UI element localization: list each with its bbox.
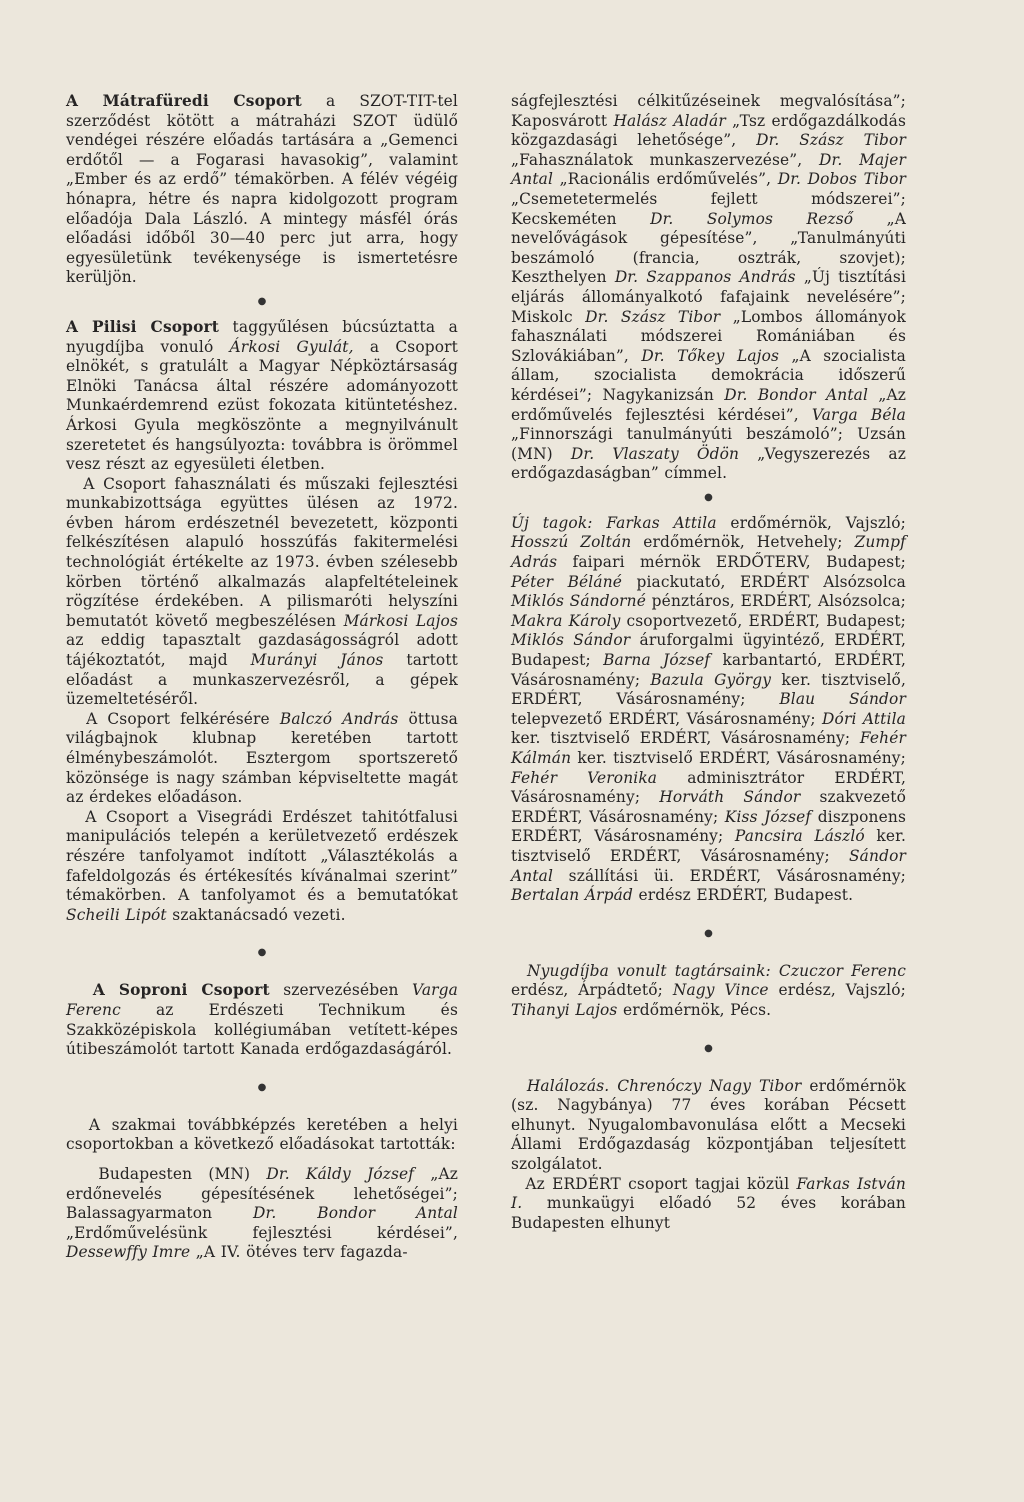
paragraph-uj-tagok: Új tagok: Farkas Attila erdőmérnök, Vajszló; Hosszú Zoltán erdőmérnök, Hetvehely; Zumpf Adrás faipari mérnök ERDŐTERV, Budapest; Péter Béláné piackutató, ERDÉRT Alsózsolca Miklós Sándorné pénztáros, ERDÉRT, Alsózsolca; Makra Károly csoportvezető, ERDÉRT, Budapest; Miklós Sándor áruforgalmi ügyintéző, ERDÉRT, Budapest; Barna József karbantartó, ERDÉRT, Vásárosnamény; Bazula György ker. tisztviselő, ERDÉRT, Vásárosnamény; Blau Sándor telepvezető ERDÉRT, Vásárosnamény; Dóri Attila ker. tisztviselő ERDÉRT, Vásárosnamény; Fehér Kálmán ker. tisztviselő ERDÉRT, Vásárosnamény; Fehér Veronika adminisztrátor ERDÉRT, Vásárosnamény; Horváth Sándor szakvezető ERDÉRT, Vásárosnamény; Kiss József diszponens ERDÉRT, Vásárosnamény; Pancsira László ker. tisztviselő ERDÉRT, Vásárosnamény; Sándor Antal szállítási üi. ERDÉRT, Vásárosnamény; Bertalan Árpád erdész ERDÉRT, Budapest. — [511, 513, 907, 905]
paragraph-eloadasok-cont: ságfejlesztési célkitűzéseinek megvalósítása”; Kaposvárott Halász Aladár „Tsz erdőgazdálkodás közgazdasági lehetősége”, Dr. Szász Tibor „Fahasználatok munkaszervezése”, Dr. Majer Antal „Racionális erdőművelés”, Dr. Dobos Tibor „Csemetetermelés fejlett módszerei”; Kecskeméten Dr. Solymos Rezső „A nevelővágások gépesítése”, „Tanulmányúti beszámoló (francia, osztrák, szovjet); Keszthelyen Dr. Szappanos András „Új tisztítási eljárás állományalkotó fafajaink nevelésére”; Miskolc Dr. Szász Tibor „Lombos állományok fahasználati módszerei Romániában és Szlovákiában”, Dr. Tőkey Lajos „A szocialista állam, szocialista demokrácia időszerű kérdései”; Nagykanizsán Dr. Bondor Antal „Az erdőművelés fejlesztési kérdései”, Varga Béla „Finnországi tanulmányúti beszámoló”; Uzsán (MN) Dr. Vlaszaty Ödön „Vegyszerezés az erdőgazdaságban” címmel. — [511, 92, 907, 483]
section-lead: Halálozás. Chrenóczy Nagy Tibor — [526, 1076, 802, 1095]
person-name: Fehér Kálmán — [511, 729, 906, 767]
paragraph-pilisi: A Pilisi Csoport taggyűlésen búcsúztatta a nyugdíjba vonuló Árkosi Gyulát, a Csoport elnökét, s gratulált a Magyar Népköztársaság Elnöki Tanácsa által részére adományozott Munkaérdemrend ezüst fokozata kitüntetéshez. Árkosi Gyula megköszönte a megnyilvánult szeretetet és hangsúlyozta: továbbra is örömmel vesz részt az egyesületi életben. — [66, 317, 459, 474]
person-name: Dr. Majer Antal — [511, 150, 906, 189]
paragraph-balczo: A Csoport felkérésére Balczó András öttusa világbajnok klubnap keretében tartott élménybeszámolót. Esztergom sportszerető közönsége is nagy számban képviseltette magát az érdekes előadáson. — [66, 709, 458, 807]
person-name: Czuczor Ferenc — [778, 961, 906, 980]
person-name: Kiss József — [724, 807, 812, 826]
paragraph-matrafuredi: A Mátrafüredi Csoport a SZOT-TIT-tel szerződést kötött a mátraházi SZOT üdülő vendégei részére előadás tartására a „Gemenci erdőtől — a Fogarasi havasokig”, valamint „Ember és az erdő” témakörben. A félév végéig hónapra, hétre és napra kidolgozott program előadója Dala László. A mintegy másfél órás előadási időből 30—40 perc jut arra, hogy egyesületünk tevékenysége is ismertetésre kerüljön. — [66, 92, 458, 287]
person-name: Dr. Szappanos András — [614, 268, 796, 287]
section-lead: Új tagok: — [511, 513, 593, 532]
person-name: Dr. Tőkey Lajos — [641, 346, 780, 365]
person-name: Péter Béláné — [511, 572, 623, 591]
group-name: A Soproni Csoport — [92, 981, 270, 1000]
person-name: Dr. Vlaszaty Ödön — [570, 444, 740, 463]
person-name: Árkosi Gyulát, — [229, 337, 354, 356]
person-name: Varga Ferenc — [66, 981, 458, 1019]
person-name: Dr. Bondor Antal — [253, 1204, 459, 1223]
person-name: Halász Aladár — [613, 111, 726, 130]
paragraph-nyugdij: Nyugdíjba vonult tagtársaink: Czuczor Ferenc erdész, Árpádtető; Nagy Vince erdész, Vajszló; Tihanyi Lajos erdőmérnök, Pécs. — [511, 961, 906, 1019]
person-name: Farkas Attila — [606, 513, 717, 532]
person-name: Dr. Dobos Tibor — [777, 170, 906, 189]
separator-bullet: ● — [704, 1042, 713, 1054]
separator-bullet: ● — [257, 295, 267, 307]
person-name: Varga Béla — [811, 405, 907, 424]
paragraph-eloadasok: Budapesten (MN) Dr. Káldy József „Az erdőnevelés gépesítésének lehetőségei”; Balassagyarmaton Dr. Bondor Antal „Erdőművelésünk fejlesztési kérdései”, Dessewffy Imre „A IV. ötéves terv fagazda- — [66, 1164, 459, 1262]
paragraph-soproni: A Soproni Csoport szervezésében Varga Ferenc az Erdészeti Technikum és Szakközépiskola kollégiumában vetített-képes útibeszámolót tartott Kanada erdőgazdaságáról. — [66, 981, 458, 1059]
separator-bullet: ● — [257, 1081, 267, 1093]
person-name: Márkosi Lajos — [343, 611, 458, 630]
person-name: Bazula György — [650, 670, 772, 689]
group-name: A Pilisi Csoport — [66, 317, 220, 336]
person-name: Dr. Bondor Antal — [724, 385, 869, 404]
person-name: Makra Károly — [511, 611, 621, 630]
person-name: Nagy Vince — [672, 981, 769, 1000]
person-name: Zumpf Adrás — [511, 533, 906, 572]
person-name: Horváth Sándor — [659, 788, 801, 807]
person-name: Tihanyi Lajos — [511, 1000, 618, 1019]
person-name: Scheili Lipót — [66, 905, 167, 924]
person-name: Dr. Káldy József — [266, 1164, 415, 1183]
person-name: Farkas István I. — [511, 1174, 906, 1213]
person-name: Dessewffy Imre — [66, 1243, 191, 1262]
paragraph-halalozas: Halálozás. Chrenóczy Nagy Tibor erdőmérnök (sz. Nagybánya) 77 éves korában Pécsett elhunyt. Nyugalombavonulása előtt a Mecseki Állami Erdőgazdaság központjában teljesített szolgálatot. — [511, 1076, 906, 1173]
right-column — [511, 92, 906, 1233]
person-name: Pancsira László — [734, 827, 865, 846]
person-name: Blau Sándor — [779, 690, 906, 709]
separator-bullet: ● — [704, 491, 713, 503]
group-name: A Mátrafüredi Csoport — [66, 92, 302, 110]
separator-bullet: ● — [257, 947, 267, 959]
paragraph-erdert-halalozas: Az ERDÉRT csoport tagjai közül Farkas István I. munkaügyi előadó 52 éves korában Budapesten elhunyt — [511, 1174, 906, 1232]
person-name: Balczó András — [279, 709, 399, 728]
person-name: Dr. Szász Tibor — [585, 307, 721, 326]
person-name: Dr. Solymos Rezső — [650, 209, 854, 228]
section-lead: Nyugdíjba vonult tagtársaink: — [527, 961, 771, 980]
paragraph-munkabizottsag: A Csoport fahasználati és műszaki fejlesztési munkabizottsága együttes ülésen az 1972. évben három erdészetnél bevezetett, központi felkészítésen alapuló hosszúfás fakitermelési technológiát értékelte az 1973. évben szélesebb körben történő alkalmazás alapfeltételeinek rögzítése érdekében. A pilismaróti helyszíni bemutatót követő megbeszélésen Márkosi Lajos az eddig tapasztalt gazdaságosságról adott tájékoztatót, majd Murányi János tartott előadást a munkaszervezésről, a gépek üzemeltetéséről. — [66, 474, 458, 709]
left-column — [66, 92, 458, 1263]
separator-bullet: ● — [704, 927, 713, 939]
paragraph-tanfolyam: A Csoport a Visegrádi Erdészet tahitótfalusi manipulációs telepén a kerületvezető erdészek részére tanfolyamot indított „Választékolás a fafeldolgozás és értékesítés kívánalmai szerint” témakörben. A tanfolyamot és a bemutatókat Scheili Lipót szaktanácsadó vezeti. — [66, 807, 459, 924]
person-name: Dr. Szász Tibor — [756, 131, 906, 150]
person-name: Sándor Antal — [511, 846, 906, 885]
person-name: Hosszú Zoltán — [511, 533, 632, 552]
person-name: Fehér Veronika — [511, 768, 658, 787]
person-name: Dóri Attila — [822, 709, 906, 728]
person-name: Barna József — [603, 651, 711, 670]
paragraph-tovabbkepzes: A szakmai továbbképzés keretében a helyi csoportokban a következő előadásokat tartották: — [66, 1115, 458, 1154]
person-name: Murányi János — [250, 651, 384, 670]
person-name: Miklós Sándor — [511, 631, 631, 650]
person-name: Bertalan Árpád — [511, 886, 633, 905]
person-name: Miklós Sándorné — [511, 592, 646, 611]
